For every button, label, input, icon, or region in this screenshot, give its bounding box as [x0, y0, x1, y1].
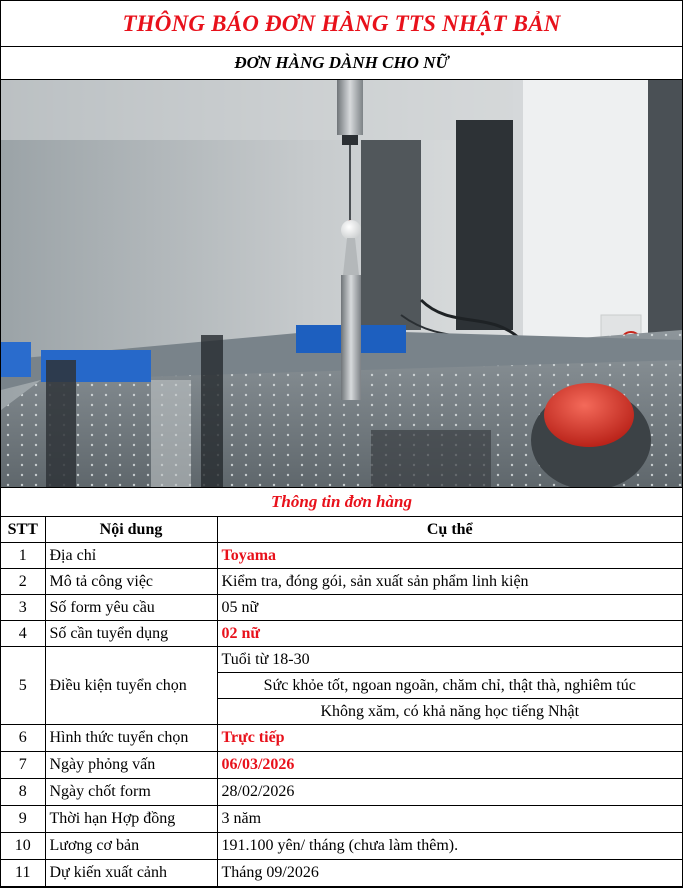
row-stt: 1	[1, 543, 45, 569]
row-stt: 3	[1, 595, 45, 621]
row-value-line: Sức khỏe tốt, ngoan ngoãn, chăm chỉ, thật thà, nghiêm túc	[217, 673, 682, 699]
table-row	[1, 543, 682, 569]
row-value: Trực tiếp	[217, 725, 682, 752]
row-label: Ngày phỏng vấn	[45, 752, 217, 779]
page-title: THÔNG BÁO ĐƠN HÀNG TTS NHẬT BẢN	[122, 10, 561, 36]
row-stt: 2	[1, 569, 45, 595]
row-stt: 11	[1, 860, 45, 887]
row-value: Toyama	[217, 543, 682, 569]
col-header-content: Nội dung	[45, 517, 217, 543]
row-value: 06/03/2026	[217, 752, 682, 779]
col-header-detail: Cụ thể	[217, 517, 682, 543]
row-label: Điều kiện tuyển chọn	[45, 647, 217, 725]
measuring-machine-image	[1, 80, 682, 487]
row-label: Địa chỉ	[45, 543, 217, 569]
row-label: Số cần tuyển dụng	[45, 621, 217, 647]
table-row	[1, 860, 682, 887]
row-value: 05 nữ	[217, 595, 682, 621]
row-stt: 6	[1, 725, 45, 752]
row-value: Kiểm tra, đóng gói, sản xuất sản phẩm linh kiện	[217, 569, 682, 595]
table-row	[1, 779, 682, 806]
row-label: Ngày chốt form	[45, 779, 217, 806]
section-title: Thông tin đơn hàng	[271, 492, 412, 511]
table-row	[1, 595, 682, 621]
row-label: Thời hạn Hợp đồng	[45, 806, 217, 833]
table-row	[1, 806, 682, 833]
table-row	[1, 647, 682, 673]
table-row	[1, 621, 682, 647]
row-stt: 5	[1, 647, 45, 725]
row-value-line: Tuổi từ 18-30	[217, 647, 682, 673]
table-row	[1, 752, 682, 779]
col-header-stt: STT	[1, 517, 45, 543]
table-header-row	[1, 517, 682, 543]
table-row	[1, 569, 682, 595]
row-value: 02 nữ	[217, 621, 682, 647]
row-label: Số form yêu cầu	[45, 595, 217, 621]
section-title-row	[1, 488, 682, 517]
page-subtitle: ĐƠN HÀNG DÀNH CHO NỮ	[234, 53, 449, 72]
row-label: Dự kiến xuất cảnh	[45, 860, 217, 887]
order-info-table	[1, 517, 682, 887]
row-label: Hình thức tuyển chọn	[45, 725, 217, 752]
subtitle-row	[1, 47, 682, 80]
row-stt: 4	[1, 621, 45, 647]
table-row	[1, 725, 682, 752]
row-value-line: Không xăm, có khả năng học tiếng Nhật	[217, 699, 682, 725]
row-value: 191.100 yên/ tháng (chưa làm thêm).	[217, 833, 682, 860]
row-stt: 7	[1, 752, 45, 779]
row-stt: 10	[1, 833, 45, 860]
row-label: Lương cơ bản	[45, 833, 217, 860]
factory-photo	[1, 80, 682, 488]
row-stt: 8	[1, 779, 45, 806]
table-row	[1, 833, 682, 860]
row-value: 28/02/2026	[217, 779, 682, 806]
row-value: Tháng 09/2026	[217, 860, 682, 887]
row-label: Mô tả công việc	[45, 569, 217, 595]
title-row	[1, 1, 682, 47]
row-stt: 9	[1, 806, 45, 833]
row-value: 3 năm	[217, 806, 682, 833]
